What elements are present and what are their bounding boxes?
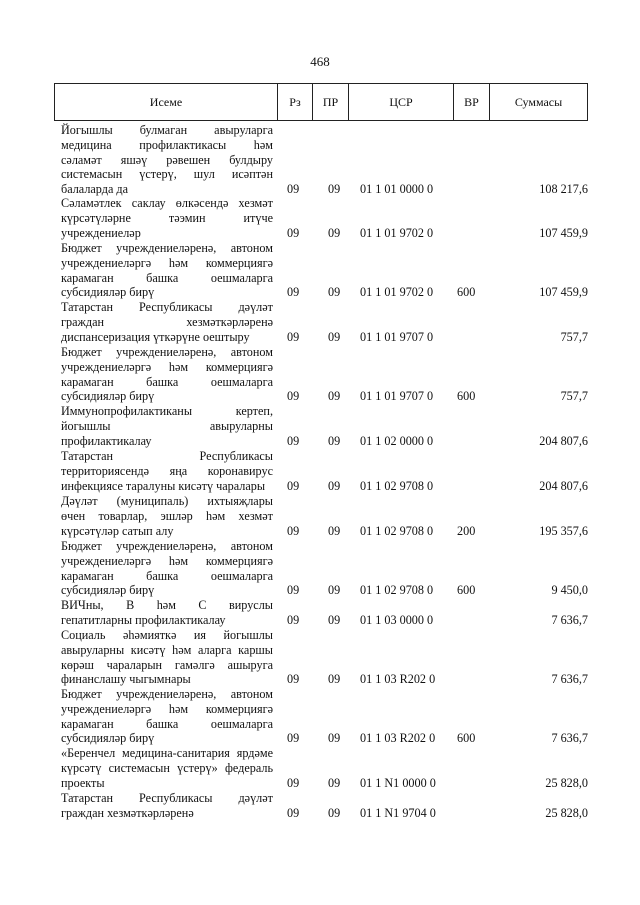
table-row bbox=[61, 196, 588, 240]
row-csr: 01 1 03 0000 0 bbox=[360, 612, 434, 627]
row-rz: 09 bbox=[287, 433, 300, 448]
row-name-line: Сәламәтлек саклау өлкәсендә хезмәт bbox=[61, 196, 273, 210]
row-name-line: карамаган башка оешмаларга bbox=[61, 374, 273, 389]
row-sum: 9 450,0 bbox=[551, 583, 588, 598]
row-name-line: авыруларны кисәтү һәм аларга каршы bbox=[61, 642, 273, 657]
row-sum: 108 217,6 bbox=[539, 182, 588, 197]
row-rz: 09 bbox=[287, 285, 300, 300]
row-name-line: субсидияләр бирү bbox=[61, 285, 155, 300]
row-vr: 600 bbox=[457, 389, 476, 404]
row-csr: 01 1 01 9707 0 bbox=[360, 389, 434, 404]
row-name-line: учреждениеләргә һәм коммерциягә bbox=[61, 359, 273, 374]
row-pr: 09 bbox=[328, 731, 341, 746]
table-row bbox=[61, 598, 588, 628]
row-rz: 09 bbox=[287, 225, 300, 240]
row-pr: 09 bbox=[328, 478, 341, 493]
row-name-line: күрсәтүләр сатып алу bbox=[61, 523, 174, 538]
row-name-line: карамаган башка оешмаларга bbox=[61, 568, 273, 583]
row-csr: 01 1 01 9707 0 bbox=[360, 329, 434, 344]
row-rz: 09 bbox=[287, 523, 300, 538]
row-rz: 09 bbox=[287, 805, 300, 820]
row-pr: 09 bbox=[328, 805, 341, 820]
row-pr: 09 bbox=[328, 225, 341, 240]
table-row bbox=[61, 628, 588, 687]
row-csr: 01 1 01 0000 0 bbox=[360, 182, 434, 197]
row-name-line: балаларда да bbox=[61, 182, 129, 197]
row-rz: 09 bbox=[287, 583, 300, 598]
row-name-line: Татарстан Республикасы bbox=[61, 449, 273, 463]
row-rz: 09 bbox=[287, 775, 300, 790]
table-row bbox=[61, 687, 588, 746]
table-row bbox=[61, 539, 588, 598]
table-row bbox=[61, 345, 588, 404]
row-csr: 01 1 02 9708 0 bbox=[360, 583, 434, 598]
row-name-line: Бюджет учреждениеләренә, автоном bbox=[61, 345, 273, 359]
row-name-line: учреждениеләр bbox=[61, 225, 141, 240]
row-name-line: системасын үстерү, шул исәптән bbox=[61, 167, 273, 182]
row-codes bbox=[61, 225, 588, 240]
row-name-line: граждан хезмәткәрләренә bbox=[61, 805, 194, 820]
row-sum: 204 807,6 bbox=[539, 433, 588, 448]
row-codes bbox=[61, 285, 588, 300]
row-csr: 01 1 02 0000 0 bbox=[360, 433, 434, 448]
row-csr: 01 1 N1 9704 0 bbox=[360, 805, 436, 820]
table-row bbox=[61, 791, 588, 821]
page-number: 468 bbox=[310, 54, 330, 69]
row-sum: 7 636,7 bbox=[551, 731, 588, 746]
row-codes bbox=[61, 523, 588, 538]
row-name-line: сәламәт яшәү рәвешен булдыру bbox=[61, 152, 273, 167]
row-codes bbox=[61, 583, 588, 598]
table-row bbox=[61, 494, 588, 538]
row-name-line: карамаган башка оешмаларга bbox=[61, 716, 273, 731]
row-name-line: Татарстан Республикасы дәүләт bbox=[61, 791, 273, 805]
row-name-line: медицина профилактикасы һәм bbox=[61, 137, 273, 152]
row-pr: 09 bbox=[328, 583, 341, 598]
row-pr: 09 bbox=[328, 329, 341, 344]
row-codes bbox=[61, 775, 588, 790]
row-name-line: субсидияләр бирү bbox=[61, 583, 155, 598]
table-row bbox=[61, 449, 588, 493]
row-name-line: субсидияләр бирү bbox=[61, 389, 155, 404]
row-name-line: «Беренчел медицина-санитария ярдәме bbox=[61, 746, 273, 760]
row-name-line: күрсәтү системасын үстерү» федераль bbox=[61, 760, 273, 775]
row-rz: 09 bbox=[287, 182, 300, 197]
row-name-line: Бюджет учреждениеләренә, автоном bbox=[61, 687, 273, 701]
row-codes bbox=[61, 478, 588, 493]
row-sum: 204 807,6 bbox=[539, 478, 588, 493]
row-rz: 09 bbox=[287, 612, 300, 627]
row-pr: 09 bbox=[328, 182, 341, 197]
row-name-line: инфекциясе таралуны кисәтү чаралары bbox=[61, 478, 266, 493]
row-codes bbox=[61, 613, 588, 628]
header-name: Исеме bbox=[149, 94, 183, 109]
row-sum: 7 636,7 bbox=[551, 612, 588, 627]
row-name-line: көрәш чараларын гамәлгә ашыруга bbox=[61, 657, 273, 672]
row-name-line: карамаган башка оешмаларга bbox=[61, 270, 273, 285]
row-name-line: профилактикалау bbox=[61, 433, 152, 448]
row-name-line: Татарстан Республикасы дәүләт bbox=[61, 300, 273, 314]
table-header bbox=[54, 83, 588, 121]
row-pr: 09 bbox=[328, 523, 341, 538]
row-name-line: граждан хезмәткәрләренә bbox=[61, 314, 273, 329]
row-name-line: йогышлы авыруларны bbox=[61, 418, 273, 433]
row-name-line: Бюджет учреждениеләренә, автоном bbox=[61, 539, 273, 553]
row-codes bbox=[61, 806, 588, 821]
row-name-line: күрсәтүләрне тәэмин итүче bbox=[61, 210, 273, 225]
table-row bbox=[61, 123, 588, 197]
row-pr: 09 bbox=[328, 672, 341, 687]
table-row bbox=[61, 404, 588, 448]
row-name-line: финанслашу чыгымнары bbox=[61, 672, 191, 687]
row-codes bbox=[61, 182, 588, 197]
row-name-line: проекты bbox=[61, 775, 105, 790]
row-name-line: гепатитларны профилактикалау bbox=[61, 612, 226, 627]
row-csr: 01 1 N1 0000 0 bbox=[360, 775, 436, 790]
row-sum: 107 459,9 bbox=[539, 285, 588, 300]
header-csr: ЦСР bbox=[348, 84, 453, 120]
row-name-line: учреждениеләргә һәм коммерциягә bbox=[61, 255, 273, 270]
row-pr: 09 bbox=[328, 433, 341, 448]
row-rz: 09 bbox=[287, 731, 300, 746]
header-rz: Рз bbox=[277, 84, 312, 120]
row-csr: 01 1 01 9702 0 bbox=[360, 225, 434, 240]
row-codes bbox=[61, 329, 588, 344]
row-sum: 25 828,0 bbox=[545, 805, 588, 820]
row-name-line: субсидияләр бирү bbox=[61, 731, 155, 746]
row-name-line: учреждениеләргә һәм коммерциягә bbox=[61, 701, 273, 716]
row-csr: 01 1 02 9708 0 bbox=[360, 523, 434, 538]
row-vr: 600 bbox=[457, 285, 476, 300]
row-vr: 600 bbox=[457, 583, 476, 598]
row-name-line: өчен товарлар, эшләр һәм хезмәт bbox=[61, 508, 273, 523]
row-codes bbox=[61, 731, 588, 746]
row-csr: 01 1 02 9708 0 bbox=[360, 478, 434, 493]
row-name-line: ВИЧны, В һәм С вируслы bbox=[61, 598, 273, 612]
row-codes bbox=[61, 672, 588, 687]
row-name-line: Бюджет учреждениеләренә, автоном bbox=[61, 241, 273, 255]
row-csr: 01 1 03 R202 0 bbox=[360, 731, 436, 746]
row-sum: 25 828,0 bbox=[545, 775, 588, 790]
row-rz: 09 bbox=[287, 672, 300, 687]
row-rz: 09 bbox=[287, 389, 300, 404]
table-row bbox=[61, 300, 588, 344]
row-sum: 107 459,9 bbox=[539, 225, 588, 240]
row-name-line: учреждениеләргә һәм коммерциягә bbox=[61, 553, 273, 568]
row-vr: 200 bbox=[457, 523, 476, 538]
row-sum: 757,7 bbox=[560, 389, 588, 404]
row-vr: 600 bbox=[457, 731, 476, 746]
row-name-line: диспансеризация үткәрүне оештыру bbox=[61, 329, 250, 344]
row-name-line: Социаль әһәмияткә ия йогышлы bbox=[61, 628, 273, 642]
row-pr: 09 bbox=[328, 612, 341, 627]
row-pr: 09 bbox=[328, 775, 341, 790]
row-pr: 09 bbox=[328, 285, 341, 300]
row-codes bbox=[61, 389, 588, 404]
row-rz: 09 bbox=[287, 329, 300, 344]
header-vr: ВР bbox=[453, 84, 489, 120]
row-codes bbox=[61, 433, 588, 448]
row-sum: 7 636,7 bbox=[551, 672, 588, 687]
header-pr: ПР bbox=[312, 84, 348, 120]
header-sum: Суммасы bbox=[489, 84, 587, 120]
row-rz: 09 bbox=[287, 478, 300, 493]
row-name-line: территориясендә яңа коронавирус bbox=[61, 463, 273, 478]
row-name-line: Дәүләт (муниципаль) ихтыяҗлары bbox=[61, 494, 273, 508]
row-csr: 01 1 01 9702 0 bbox=[360, 285, 434, 300]
row-pr: 09 bbox=[328, 389, 341, 404]
row-sum: 757,7 bbox=[560, 329, 588, 344]
table-row bbox=[61, 241, 588, 300]
row-sum: 195 357,6 bbox=[539, 523, 588, 538]
row-name-line: Иммунопрофилактиканы кертеп, bbox=[61, 404, 273, 418]
row-name-line: Йогышлы булмаган авыруларга bbox=[61, 123, 273, 137]
row-csr: 01 1 03 R202 0 bbox=[360, 672, 436, 687]
table-row bbox=[61, 746, 588, 790]
